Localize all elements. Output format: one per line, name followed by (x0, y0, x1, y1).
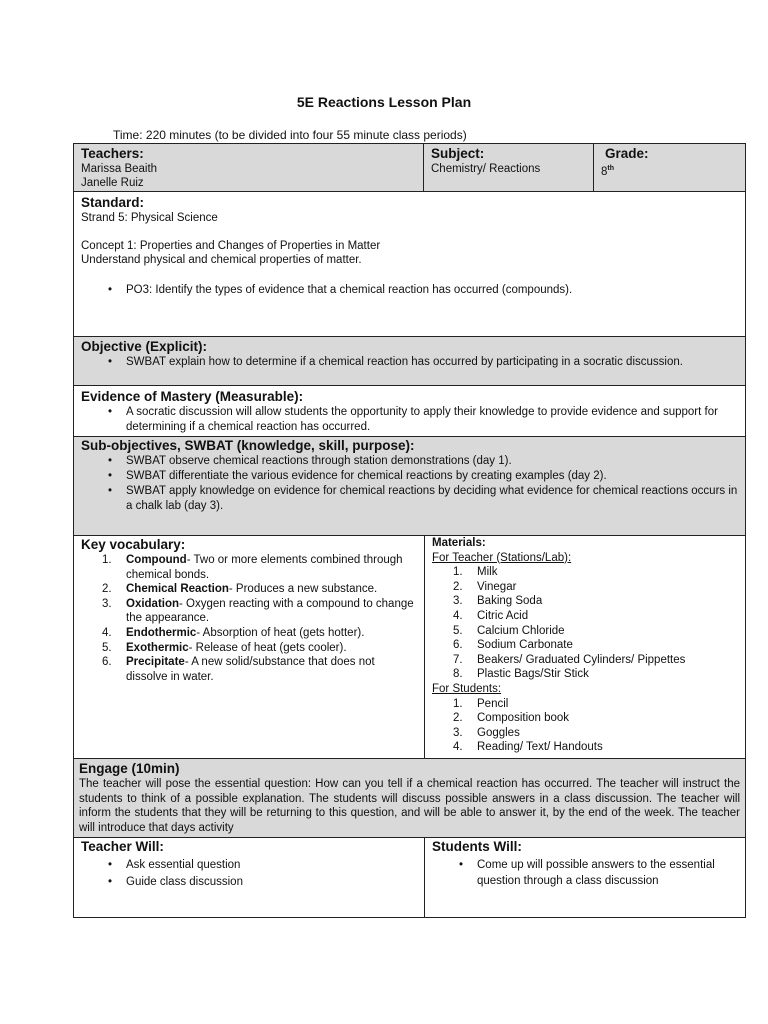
teacher-name: Janelle Ruiz (81, 177, 144, 189)
list-item: • SWBAT differentiate the various evidence for chemical reactions by creating examples (day 2). (126, 469, 738, 484)
materials-label: Materials: (432, 537, 486, 549)
standard-understand: Understand physical and chemical properties of matter. (81, 254, 362, 266)
list-item: 5. Calcium Chloride (453, 624, 565, 637)
list-item: • A socratic discussion will allow students the opportunity to apply their knowledge to provide evidence and support for determining if a chemical reaction has occurred. (126, 405, 738, 435)
subobjectives-label: Sub-objectives, SWBAT (knowledge, skill, purpose): (81, 438, 415, 453)
list-item: 8. Plastic Bags/Stir Stick (453, 668, 589, 681)
list-item: 1. Pencil (453, 697, 509, 710)
list-item: 4. Endothermic- Absorption of heat (gets hotter). (102, 626, 365, 639)
students-will-label: Students Will: (432, 839, 522, 854)
teachers-label: Teachers: (81, 146, 144, 161)
grade-label: Grade: (605, 146, 649, 161)
teacher-will-label: Teacher Will: (81, 839, 164, 854)
page-title: 5E Reactions Lesson Plan (296, 94, 472, 110)
list-item: • SWBAT observe chemical reactions through station demonstrations (day 1). (126, 454, 738, 469)
subobjectives-section (73, 436, 746, 536)
list-item: 1. Milk (453, 566, 498, 579)
vocabulary-cell (74, 536, 424, 758)
standard-strand: Strand 5: Physical Science (81, 212, 218, 224)
evidence-bullets (81, 405, 738, 435)
grade-cell (593, 144, 745, 191)
engage-section (73, 758, 746, 838)
list-item: 4. Reading/ Text/ Handouts (453, 741, 603, 754)
students-will-bullets (432, 857, 738, 889)
objective-bullets (81, 355, 738, 370)
teacher-will-cell (74, 838, 424, 917)
list-item: 2. Chemical Reaction- Produces a new substance. (102, 583, 378, 596)
subject-cell (423, 144, 593, 191)
vocabulary-label: Key vocabulary: (81, 537, 186, 552)
materials-students-list (432, 697, 738, 755)
list-item: 3. Oxidation- Oxygen reacting with a compound to change the appearance. (102, 597, 414, 625)
grade-value: 8th (601, 165, 615, 178)
header-row (73, 143, 746, 192)
list-item: • PO3: Identify the types of evidence that a chemical reaction has occurred (compounds). (126, 283, 738, 298)
students-will-cell (424, 838, 745, 917)
engage-label: Engage (10min) (79, 761, 180, 776)
objective-section (73, 336, 746, 386)
list-item: 6. Sodium Carbonate (453, 639, 573, 652)
list-item: 3. Baking Soda (453, 595, 543, 608)
list-item: • SWBAT explain how to determine if a chemical reaction has occurred by participating in a socratic discussion. (126, 355, 738, 370)
standard-label: Standard: (81, 195, 145, 210)
list-item: 2. Composition book (453, 712, 570, 725)
standard-section (73, 191, 746, 337)
vocabulary-list (81, 553, 417, 684)
list-item: 4. Citric Acid (453, 609, 529, 622)
teacher-will-bullets (81, 857, 417, 891)
evidence-section (73, 385, 746, 437)
list-item: • Come up will possible answers to the essential question through a class discussion (477, 857, 738, 889)
evidence-label: Evidence of Mastery (Measurable): (81, 389, 304, 404)
engage-text: The teacher will pose the essential question: How can you tell if a chemical reaction has occurred. The teacher will instruct the students to think of a possible explanation. The students will discuss possible answers in a class discussion. The teacher will inform the students that they will be returning to this question, and will be able to answer it, by the end of the week. The teacher will introduce that days activity (79, 778, 740, 834)
materials-cell (424, 536, 745, 758)
subject-value: Chemistry/ Reactions (431, 163, 541, 175)
list-item: • SWBAT apply knowledge on evidence for chemical reactions by deciding what evidence for chemical reactions occurs in a chalk lab (day 3). (126, 484, 738, 514)
list-item: 7. Beakers/ Graduated Cylinders/ Pippettes (453, 653, 686, 666)
list-item: • Guide class discussion (126, 874, 417, 891)
materials-students-label: For Students: (432, 682, 502, 695)
subobjectives-bullets (81, 454, 738, 514)
list-item: 2. Vinegar (453, 580, 517, 593)
will-row (73, 837, 746, 918)
materials-teacher-label: For Teacher (Stations/Lab): (432, 551, 572, 564)
list-item: • Ask essential question (126, 857, 417, 874)
list-item: 5. Exothermic- Release of heat (gets cooler). (102, 641, 347, 654)
list-item: 3. Goggles (453, 726, 520, 739)
list-item: 6. Precipitate- A new solid/substance that does not dissolve in water. (102, 656, 375, 683)
objective-label: Objective (Explicit): (81, 339, 208, 354)
materials-teacher-list (432, 565, 738, 682)
vocabulary-materials-row (73, 535, 746, 759)
time-note: Time: 220 minutes (to be divided into four 55 minute class periods) (113, 128, 467, 142)
standard-concept: Concept 1: Properties and Changes of Properties in Matter (81, 240, 381, 252)
standard-bullets (81, 283, 738, 298)
teacher-name: Marissa Beaith (81, 163, 158, 175)
list-item: 1. Compound- Two or more elements combined through chemical bonds. (102, 554, 403, 581)
teachers-cell (74, 144, 423, 191)
subject-label: Subject: (431, 146, 485, 161)
